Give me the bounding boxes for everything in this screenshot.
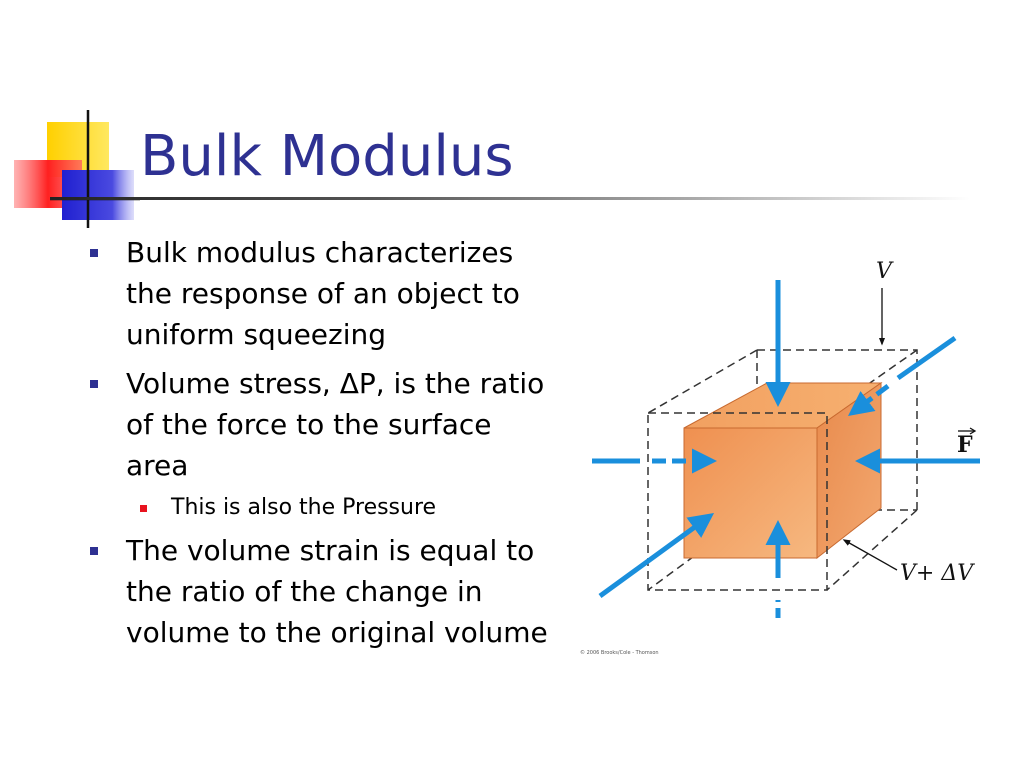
- bullet-item: [88, 530, 558, 653]
- label-volume: V: [876, 259, 892, 284]
- bullet-item: [88, 363, 558, 486]
- sub-bullet-marker: [140, 505, 147, 512]
- slide-title: Bulk Modulus: [140, 124, 514, 189]
- title-underline: [50, 197, 970, 200]
- bullet-marker: [90, 249, 98, 257]
- bullet-text: Bulk modulus characterizes the response of an object to uniform squeezing: [126, 236, 520, 351]
- bulk-compression-figure: [575, 250, 995, 660]
- bullet-text: Volume stress, ΔP, is the ratio of the force to the surface area: [126, 367, 545, 482]
- bullet-item: [88, 232, 558, 355]
- bullet-list: [88, 232, 558, 661]
- bullet-text: The volume strain is equal to the ratio of the change in volume to the original volume: [126, 534, 548, 649]
- decorative-squares: [0, 0, 140, 230]
- bullet-marker: [90, 547, 98, 555]
- orange-cube: [684, 383, 881, 558]
- sub-bullet-text: This is also the Pressure: [171, 495, 437, 520]
- figure-copyright: © 2006 Brooks/Cole - Thomson: [580, 650, 659, 656]
- sub-bullet-item: [88, 494, 558, 522]
- label-force: F: [957, 432, 973, 458]
- label-volume-change: V+ ΔV: [900, 561, 974, 586]
- bullet-marker: [90, 380, 98, 388]
